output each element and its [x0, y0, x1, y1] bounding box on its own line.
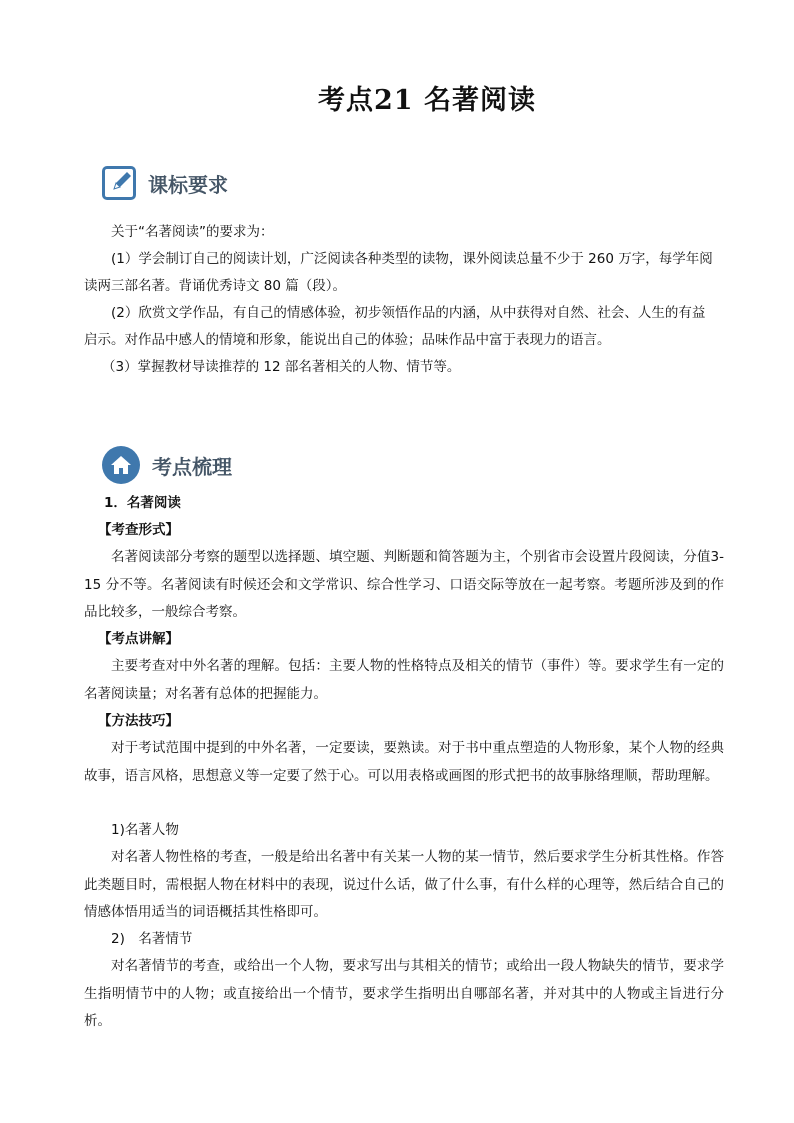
requirement-2-line2: 启示。对作品中感人的情境和形象，能说出自己的体验；品味作品中富于表现力的语言。 — [84, 332, 611, 348]
requirement-1-line1: (1）学会制订自己的阅读计划，广泛阅读各种类型的读物，课外阅读总量不少于 260 万字，每学年阅 — [111, 251, 713, 267]
text-mingzhu-renwu: 对名著人物性格的考查，一般是给出名著中有关某一人物的某一情节，然后要求学生分析其性格。作答此类题目时，需根据人物在材料中的表现，说过什么话，做了什么事，有什么样的心理等，然后结合自己的情感体悟用适当的词语概括其性格即可。 — [84, 849, 724, 920]
section-header-kaodian — [102, 446, 232, 484]
label-mingzhu-renwu: 1)名著人物 — [111, 822, 179, 838]
requirements-intro: 关于“名著阅读”的要求为： — [111, 224, 274, 240]
label-fangfa-jiqiao: 【方法技巧】 — [98, 713, 179, 729]
pencil-edit-icon — [102, 166, 136, 200]
section-header-kebiao — [102, 166, 228, 200]
requirement-3: （3）掌握教材导读推荐的 12 部名著相关的人物、情节等。 — [102, 359, 461, 375]
heading-mingzhu: 1．名著阅读 — [104, 495, 181, 511]
page-title: 考点21 名著阅读 — [318, 85, 536, 116]
label-mingzhu-qingjie: 2) 名著情节 — [111, 931, 193, 947]
requirement-1-line2: 读两三部名著。背诵优秀诗文 80 篇（段）。 — [84, 278, 347, 294]
text-kaocha-xingshi: 名著阅读部分考察的题型以选择题、填空题、判断题和简答题为主，个别省市会设置片段阅读，分值3-15 分不等。名著阅读有时候还会和文学常识、综合性学习、口语交际等放在一起考察。考题所涉及到的作品比较多，一般综合考察。 — [84, 549, 724, 620]
text-kaodian-jiangjie: 主要考查对中外名著的理解。包括：主要人物的性格特点及相关的情节（事件）等。要求学生有一定的名著阅读量；对名著有总体的把握能力。 — [84, 658, 724, 702]
label-kaocha-xingshi: 【考查形式】 — [98, 522, 179, 538]
requirement-2-line1: (2）欣赏文学作品，有自己的情感体验，初步领悟作品的内涵，从中获得对自然、社会、人生的有益 — [111, 305, 706, 321]
section-title-kaodian: 考点梳理 — [152, 454, 232, 479]
text-mingzhu-qingjie: 对名著情节的考查，或给出一个人物，要求写出与其相关的情节；或给出一段人物缺失的情节，要求学生指明情节中的人物；或直接给出一个情节，要求学生指明出自哪部名著，并对其中的人物或主旨进行分析。 — [84, 958, 724, 1029]
home-icon — [102, 446, 140, 484]
text-fangfa-jiqiao: 对于考试范围中提到的中外名著，一定要读，要熟读。对于书中重点塑造的人物形象，某个人物的经典故事，语言风格，思想意义等一定要了然于心。可以用表格或画图的形式把书的故事脉络理顺，帮助理解。 — [84, 740, 724, 784]
section-title-kebiao: 课标要求 — [148, 172, 228, 197]
label-kaodian-jiangjie: 【考点讲解】 — [98, 631, 179, 647]
